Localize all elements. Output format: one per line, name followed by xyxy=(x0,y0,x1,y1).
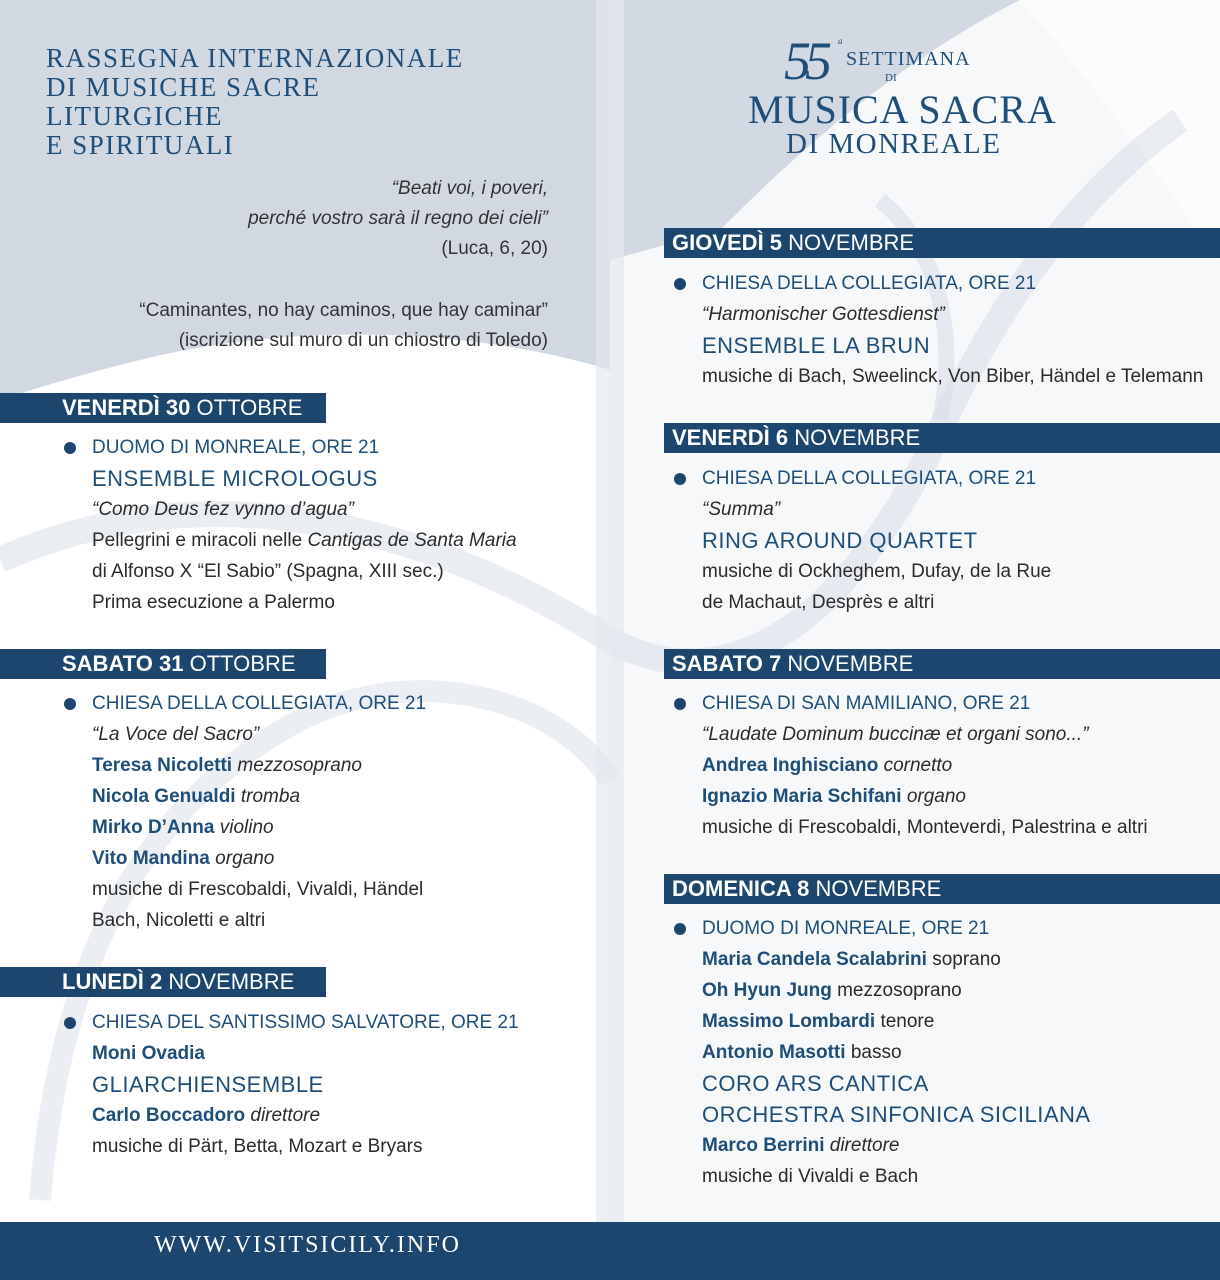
performer-role: organo xyxy=(215,848,275,869)
month-label: NOVEMBRE xyxy=(787,651,914,676)
day-label: VENERDÌ 6 xyxy=(672,425,789,450)
performer xyxy=(92,750,426,781)
performer xyxy=(92,812,426,843)
quote-line: “Beati voi, i poveri, xyxy=(391,178,548,199)
day-header-venerdi-30 xyxy=(0,393,326,423)
logo-musica-sacra: MUSICA SACRA xyxy=(748,87,1057,132)
logo-settimana: SETTIMANA xyxy=(846,48,971,70)
performer xyxy=(702,1006,1091,1037)
performer-role: tromba xyxy=(240,786,301,807)
subtitle-line: LITURGICHE xyxy=(46,101,223,131)
event-giovedi-5 xyxy=(702,268,1203,392)
quote-toledo xyxy=(139,296,548,356)
performer-name: Oh Hyun Jung xyxy=(702,980,832,1001)
quote-line: perché vostro sarà il regno dei cieli” xyxy=(248,208,548,229)
logo-di: DI xyxy=(885,72,897,84)
performer-role: tenore xyxy=(880,1011,935,1032)
performer-name: Antonio Masotti xyxy=(702,1042,846,1063)
performer-role: cornetto xyxy=(883,755,953,776)
performer-role: organo xyxy=(906,786,966,807)
footer-bar xyxy=(0,1222,1220,1280)
performer-name: Teresa Nicoletti xyxy=(92,755,233,776)
event-sabato-31 xyxy=(92,688,426,936)
day-header-venerdi-6 xyxy=(664,423,1220,453)
event-note: Prima esecuzione a Palermo xyxy=(92,592,335,613)
event-venerdi-6 xyxy=(702,463,1051,618)
performer-role: direttore xyxy=(250,1105,321,1126)
event-ensemble: CORO ARS CANTICA xyxy=(702,1071,929,1096)
performer xyxy=(92,781,426,812)
event-title: “Harmonischer Gottesdienst” xyxy=(702,304,945,325)
event-venue: CHIESA DELLA COLLEGIATA, ORE 21 xyxy=(92,688,426,719)
subtitle-line: E SPIRITUALI xyxy=(46,130,235,160)
day-label: GIOVEDÌ 5 xyxy=(672,230,783,255)
event-music: musiche di Bach, Sweelinck, Von Biber, Händel e Telemann xyxy=(702,366,1204,387)
quote-luca xyxy=(248,174,548,264)
performer-name: Carlo Boccadoro xyxy=(92,1105,246,1126)
day-label: DOMENICA 8 xyxy=(672,876,810,901)
event-ensemble: ENSEMBLE LA BRUN xyxy=(702,333,931,358)
event-music: musiche di Ockheghem, Dufay, de la Rue xyxy=(702,561,1052,582)
quote-line: “Caminantes, no hay caminos, que hay caminar” xyxy=(139,300,548,321)
performer xyxy=(92,843,426,874)
day-header-lunedi-2 xyxy=(0,967,326,997)
performer xyxy=(702,975,1091,1006)
performer-name: Maria Candela Scalabrini xyxy=(702,949,927,970)
description-italic: Cantigas de Santa Maria xyxy=(307,530,517,551)
event-sabato-7 xyxy=(702,688,1148,843)
event-ensemble: ENSEMBLE MICROLOGUS xyxy=(92,466,378,491)
quote-source: (Luca, 6, 20) xyxy=(441,238,548,259)
quote-source: (iscrizione sul muro di un chiostro di Toledo) xyxy=(178,330,548,351)
day-header-domenica-8 xyxy=(664,874,1220,904)
performer-role: basso xyxy=(850,1042,902,1063)
day-label: SABATO 31 xyxy=(62,651,184,676)
month-label: NOVEMBRE xyxy=(815,876,942,901)
event-venue: DUOMO DI MONREALE, ORE 21 xyxy=(92,432,517,463)
event-ensemble: RING AROUND QUARTET xyxy=(702,528,978,553)
subtitle-line: DI MUSICHE SACRE xyxy=(46,72,321,102)
event-venue: CHIESA DELLA COLLEGIATA, ORE 21 xyxy=(702,268,1203,299)
performer-role: mezzosoprano xyxy=(837,980,962,1001)
event-music: musiche di Frescobaldi, Monteverdi, Palestrina e altri xyxy=(702,817,1148,838)
performer-name: Massimo Lombardi xyxy=(702,1011,876,1032)
event-venue: CHIESA DEL SANTISSIMO SALVATORE, ORE 21 xyxy=(92,1007,519,1038)
event-music: de Machaut, Desprès e altri xyxy=(702,592,935,613)
event-venue: CHIESA DELLA COLLEGIATA, ORE 21 xyxy=(702,463,1051,494)
month-label: NOVEMBRE xyxy=(794,425,921,450)
event-venerdi-30 xyxy=(92,432,517,618)
subtitle-line: RASSEGNA INTERNAZIONALE xyxy=(46,43,464,73)
performer-name: Moni Ovadia xyxy=(92,1043,205,1064)
performer xyxy=(702,750,1148,781)
event-title: “Summa” xyxy=(702,499,781,520)
performer xyxy=(702,1130,1091,1161)
event-description: di Alfonso X “El Sabio” (Spagna, XIII sec.) xyxy=(92,561,444,582)
logo-number: 55 xyxy=(784,31,826,91)
performer-name: Marco Berrini xyxy=(702,1135,825,1156)
event-title: “Laudate Dominum buccinæ et organi sono...” xyxy=(702,724,1089,745)
day-label: LUNEDÌ 2 xyxy=(62,969,163,994)
event-music: musiche di Vivaldi e Bach xyxy=(702,1166,919,1187)
event-music: musiche di Pärt, Betta, Mozart e Bryars xyxy=(92,1136,423,1157)
performer-name: Nicola Genualdi xyxy=(92,786,236,807)
event-ensemble: ORCHESTRA SINFONICA SICILIANA xyxy=(702,1102,1091,1127)
performer xyxy=(92,1100,519,1131)
performer xyxy=(702,781,1148,812)
performer-name: Mirko D’Anna xyxy=(92,817,215,838)
festival-logo xyxy=(740,24,1060,174)
event-domenica-8 xyxy=(702,913,1091,1192)
event-music: Bach, Nicoletti e altri xyxy=(92,910,266,931)
performer-name: Ignazio Maria Schifani xyxy=(702,786,902,807)
month-label: NOVEMBRE xyxy=(168,969,295,994)
performer-name: Vito Mandina xyxy=(92,848,210,869)
month-label: OTTOBRE xyxy=(189,651,296,676)
website-link[interactable]: WWW.VISITSICILY.INFO xyxy=(154,1232,461,1258)
event-description xyxy=(92,525,517,556)
day-header-sabato-7 xyxy=(664,649,1220,679)
event-ensemble: GLIARCHIENSEMBLE xyxy=(92,1072,324,1097)
event-title: “Como Deus fez vynno d’agua” xyxy=(92,499,354,520)
logo-ordinal: a xyxy=(838,36,843,46)
performer-role: direttore xyxy=(829,1135,900,1156)
day-label: SABATO 7 xyxy=(672,651,782,676)
month-label: NOVEMBRE xyxy=(788,230,915,255)
performer-role: soprano xyxy=(932,949,1001,970)
performer xyxy=(702,1037,1091,1068)
day-label: VENERDÌ 30 xyxy=(62,395,191,420)
day-header-giovedi-5 xyxy=(664,228,1220,258)
month-label: OTTOBRE xyxy=(196,395,303,420)
event-music: musiche di Frescobaldi, Vivaldi, Händel xyxy=(92,879,424,900)
day-header-sabato-31 xyxy=(0,649,326,679)
performer-role: mezzosoprano xyxy=(237,755,362,776)
performer-name: Andrea Inghisciano xyxy=(702,755,879,776)
event-title: “La Voce del Sacro” xyxy=(92,724,260,745)
performer-role: violino xyxy=(219,817,274,838)
logo-di-monreale: DI MONREALE xyxy=(786,128,1002,160)
performer xyxy=(702,944,1091,975)
festival-subtitle xyxy=(46,44,464,160)
event-venue: DUOMO DI MONREALE, ORE 21 xyxy=(702,913,1091,944)
event-lunedi-2 xyxy=(92,1007,519,1162)
event-venue: CHIESA DI SAN MAMILIANO, ORE 21 xyxy=(702,688,1148,719)
description-text: Pellegrini e miracoli nelle xyxy=(92,530,308,551)
